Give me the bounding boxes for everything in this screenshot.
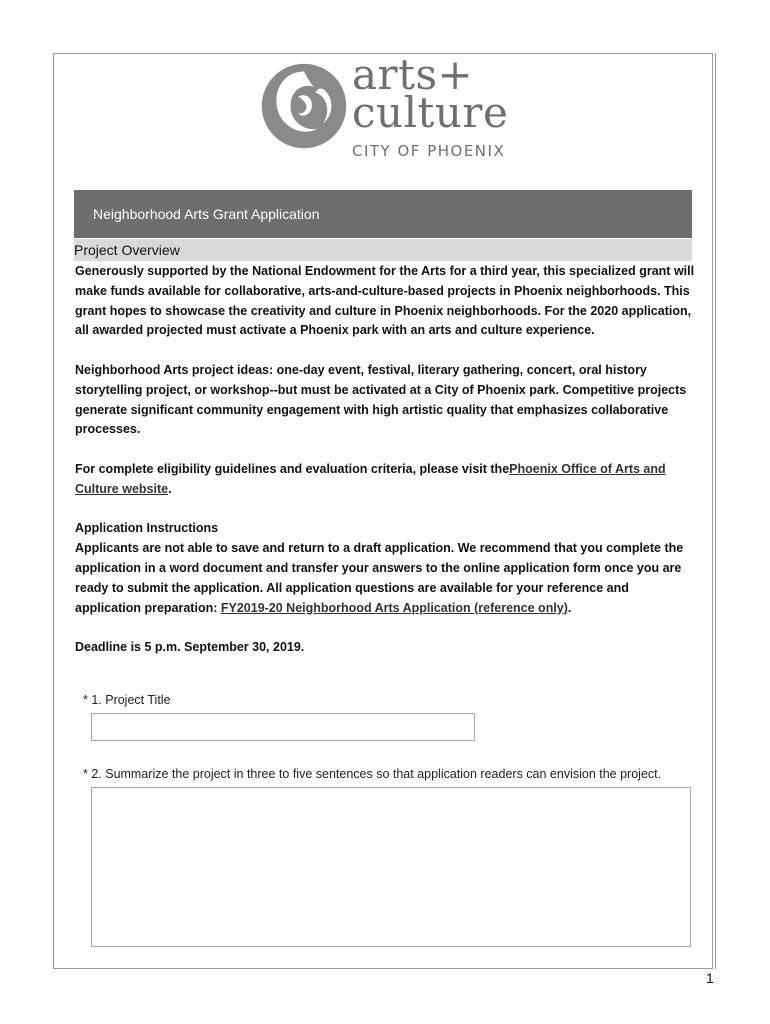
deadline-text: Deadline is 5 p.m. September 30, 2019. [75,640,305,655]
phoenix-bird-icon [256,58,352,154]
page-edge [712,53,716,969]
section-header [74,239,692,261]
overview-paragraph-1: Generously supported by the National Endowment for the Arts for a third year, this specialized grant will make funds available for collaborative, arts-and-culture-based projects in Phoenix neighborhoods. This grant hopes to showcase the creativity and culture in Phoenix neighborhoods. For the 2020 application, all awarded projected must activate a Phoenix park with an arts and culture experience. [75,264,695,338]
question-1-label: * 1. Project Title [83,693,171,707]
logo-line-1: arts+ [352,50,474,99]
overview-paragraph-2: Neighborhood Arts project ideas: one-day event, festival, literary gathering, concert, oral history storytelling project, or workshop--but must be activated at a City of Phoenix park. Competitive projects generate significant community engagement with high artistic quality that emphasizes collaborative processes. [75,362,687,437]
eligibility-end: . [168,481,172,496]
form-title-bar [74,190,692,238]
eligibility-paragraph [75,460,695,500]
instructions-end: . [567,600,572,615]
logo-line-2: culture [352,88,509,137]
instructions-paragraph [75,539,695,618]
project-title-input[interactable] [91,713,475,741]
logo-subtitle: CITY OF PHOENIX [352,142,506,160]
arts-office-link[interactable]: Phoenix Office of Arts and Culture website [75,461,666,496]
eligibility-text: For complete eligibility guidelines and evaluation criteria, please visit the [75,461,510,476]
overview-content [75,262,695,658]
section-title: Project Overview [74,242,180,258]
question-2-label: * 2. Summarize the project in three to five sentences so that application readers can envision the project. [83,767,662,781]
arts-culture-logo [256,50,512,164]
instructions-text: Applicants are not able to save and return to a draft application. We recommend that you complete the application in a word document and transfer your answers to the online application form once you are ready to submit the application. All application questions are available for your reference and application preparation: [75,541,684,615]
form-title: Neighborhood Arts Grant Application [93,206,320,222]
reference-application-link[interactable]: FY2019-20 Neighborhood Arts Application (reference only) [220,600,568,615]
logo-wordmark [352,50,509,137]
page-number: 1 [706,970,714,986]
project-summary-textarea[interactable] [91,787,691,947]
instructions-heading: Application Instructions [75,521,219,536]
